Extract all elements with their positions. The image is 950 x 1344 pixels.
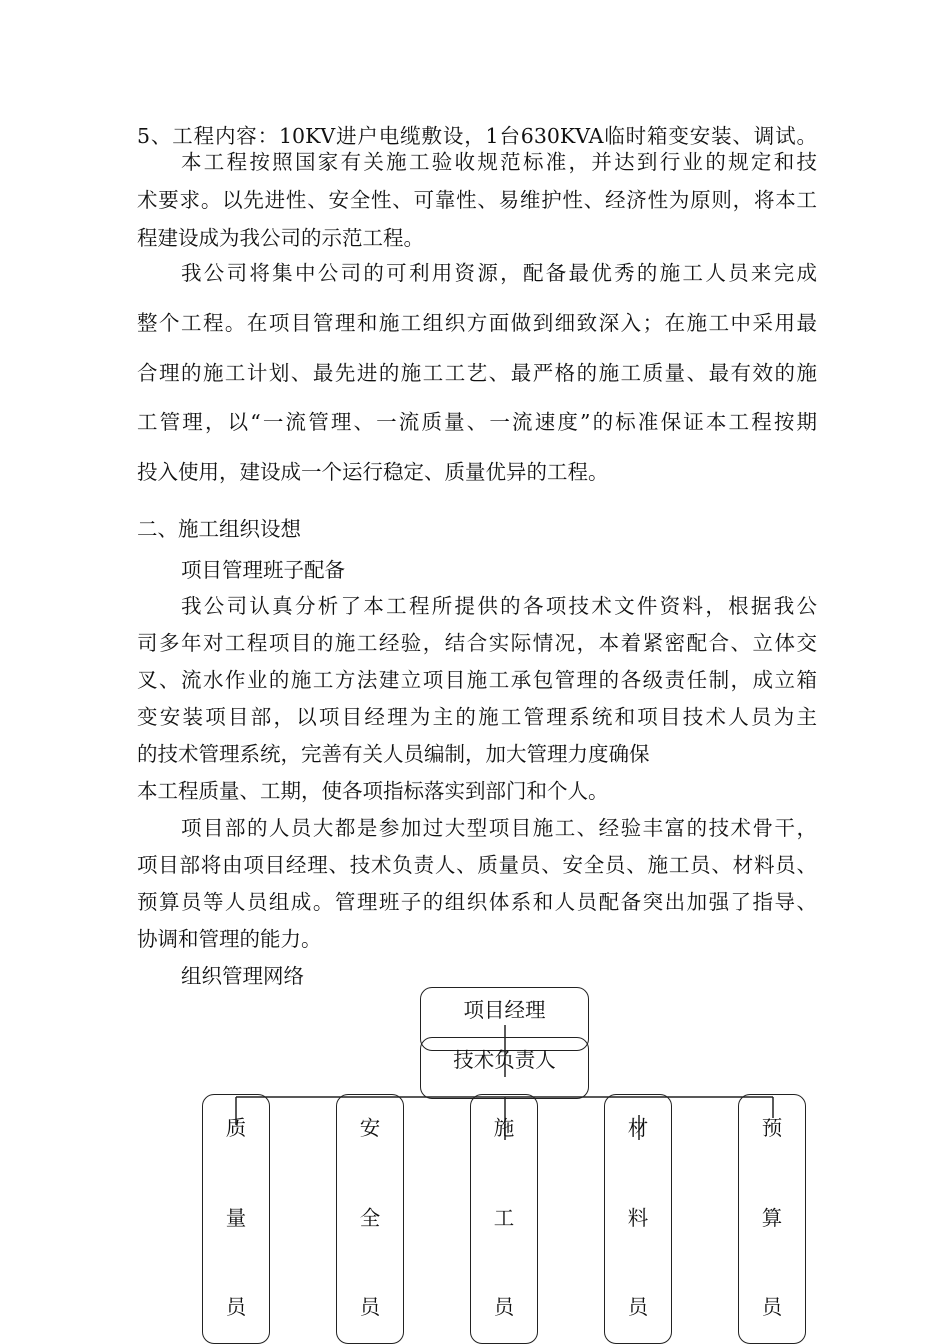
content-line: 项目部的人员大都是参加过大型项目施工、经验丰富的技术骨干， [181, 816, 817, 840]
content-line: 预算员等人员组成。管理班子的组织体系和人员配备突出加强了指导、 [137, 890, 817, 914]
role-char: 算 [761, 1206, 783, 1230]
subheading-network: 组织管理网络 [181, 964, 304, 988]
role-char: 员 [627, 1295, 649, 1319]
materials-officer-box [604, 1094, 672, 1344]
role-char: 量 [225, 1206, 247, 1230]
content-line: 叉、流水作业的施工方法建立项目施工承包管理的各级责任制，成立箱 [137, 668, 817, 692]
role-char: 员 [761, 1295, 783, 1319]
role-char: 安 [359, 1116, 381, 1140]
role-char: 工 [493, 1206, 515, 1230]
quality-officer-box [202, 1094, 270, 1344]
role-char: 材 [627, 1116, 649, 1140]
role-char: 员 [493, 1295, 515, 1319]
safety-officer-box [336, 1094, 404, 1344]
role-char: 预 [761, 1116, 783, 1140]
content-line: 工管理，以“一流管理、一流质量、一流速度”的标准保证本工程按期 [137, 410, 817, 434]
role-char: 质 [225, 1116, 247, 1140]
content-line: 投入使用，建设成一个运行稳定、质量优异的工程。 [137, 460, 609, 484]
role-char: 员 [225, 1295, 247, 1319]
role-char: 员 [359, 1295, 381, 1319]
content-line: 整个工程。在项目管理和施工组织方面做到细致深入；在施工中采用最 [137, 311, 817, 335]
content-line: 5、工程内容：10KV进户电缆敷设，1台630KVA临时箱变安装、调试。 [137, 124, 817, 148]
content-line: 程建设成为我公司的示范工程。 [137, 226, 424, 250]
content-line: 合理的施工计划、最先进的施工工艺、最严格的施工质量、最有效的施 [137, 361, 817, 385]
content-line: 我公司将集中公司的可利用资源，配备最优秀的施工人员来完成 [181, 261, 817, 285]
content-line: 司多年对工程项目的施工经验，结合实际情况，本着紧密配合、立体交 [137, 631, 817, 655]
subheading-team: 项目管理班子配备 [181, 558, 345, 582]
content-line: 本工程按照国家有关施工验收规范标准，并达到行业的规定和技 [181, 150, 817, 174]
technical-lead-box [420, 1037, 589, 1099]
content-line: 我公司认真分析了本工程所提供的各项技术文件资料，根据我公 [181, 594, 817, 618]
content-line: 项目部将由项目经理、技术负责人、质量员、安全员、施工员、材料员、 [137, 853, 817, 877]
content-line: 协调和管理的能力。 [137, 927, 322, 951]
content-line: 的技术管理系统，完善有关人员编制，加大管理力度确保 [137, 742, 650, 766]
content-line: 变安装项目部，以项目经理为主的施工管理系统和项目技术人员为主 [137, 705, 817, 729]
budget-officer-box [738, 1094, 806, 1344]
role-char: 全 [359, 1206, 381, 1230]
content-line: 术要求。以先进性、安全性、可靠性、易维护性、经济性为原则，将本工 [137, 188, 817, 212]
role-char: 料 [627, 1206, 649, 1230]
role-char: 施 [493, 1116, 515, 1140]
technical-lead-label: 技术负责人 [453, 1048, 556, 1072]
construction-officer-box [470, 1094, 538, 1344]
project-manager-label: 项目经理 [463, 998, 546, 1022]
content-line: 本工程质量、工期，使各项指标落实到部门和个人。 [137, 779, 609, 803]
section-heading: 二、施工组织设想 [137, 517, 301, 541]
